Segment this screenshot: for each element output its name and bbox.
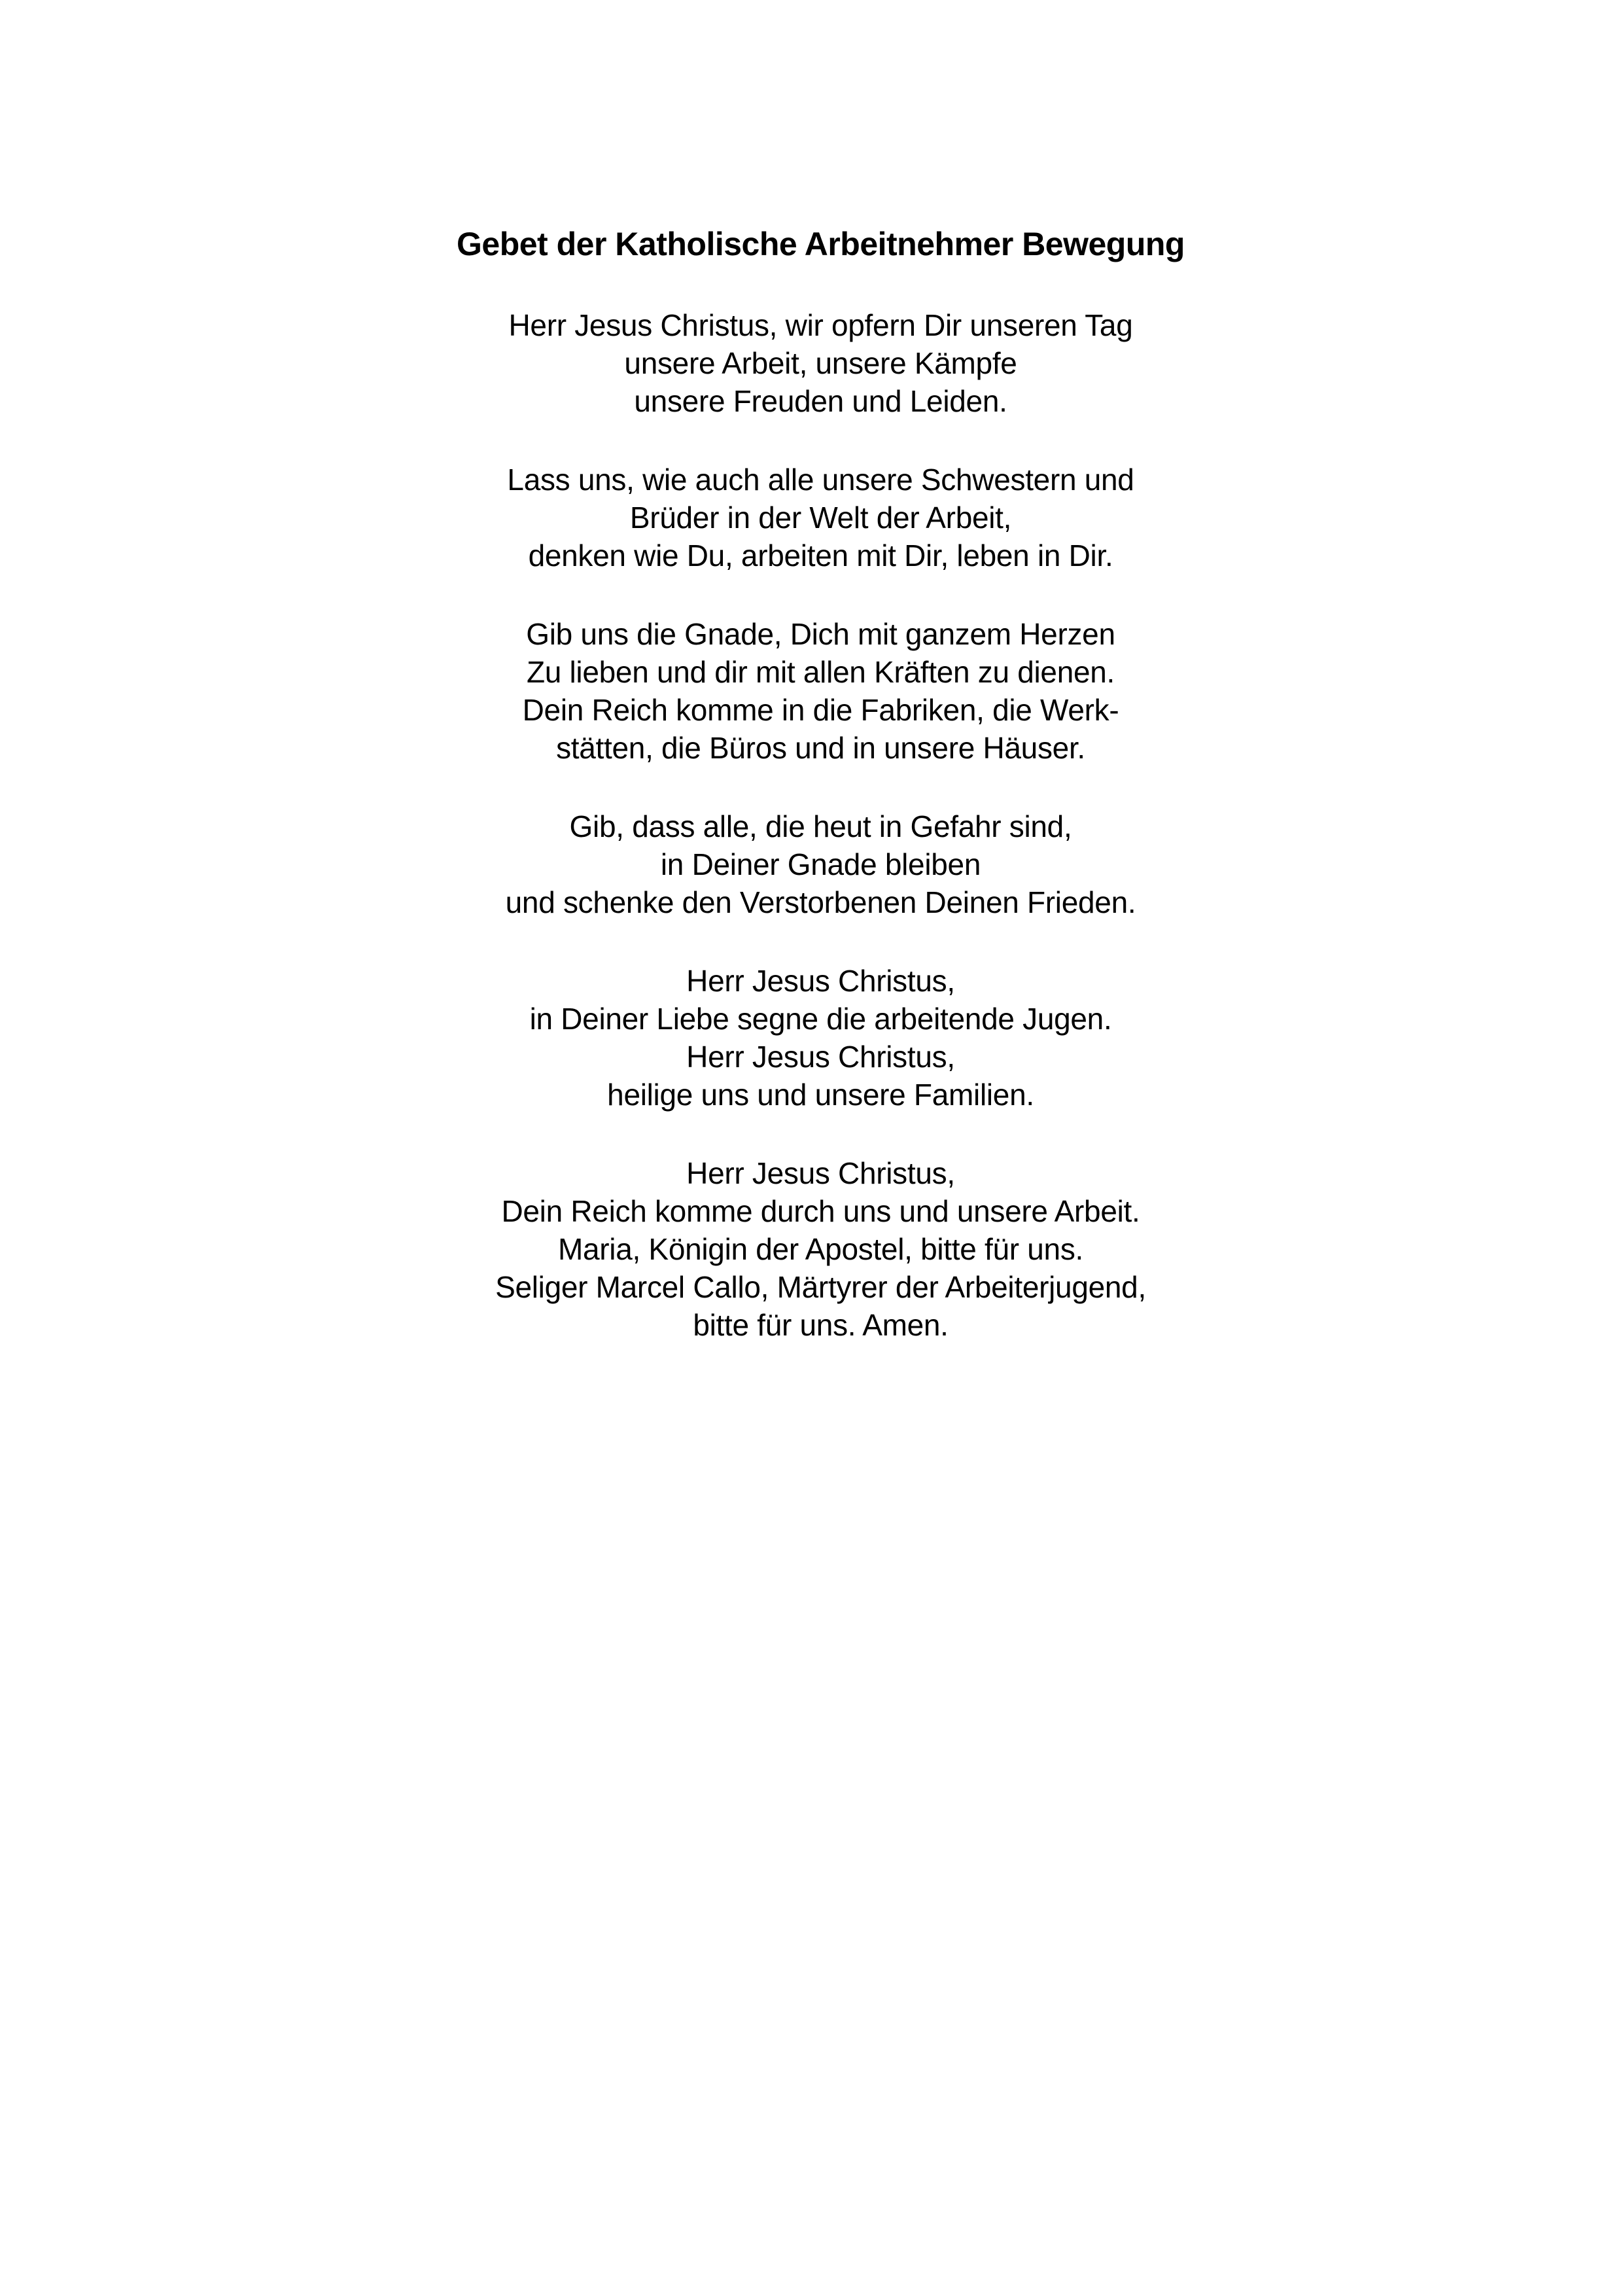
stanza-5 [9, 962, 1623, 1114]
stanza-4 [9, 807, 1623, 921]
stanza-2 [9, 461, 1623, 574]
prayer-line: Herr Jesus Christus, [686, 964, 955, 998]
stanza-3 [9, 615, 1623, 767]
document-title: Gebet der Katholische Arbeitnehmer Bewegung [457, 226, 1185, 262]
stanza-6 [9, 1154, 1623, 1344]
prayer-line: unsere Arbeit, unsere Kämpfe [624, 346, 1017, 380]
prayer-line: denken wie Du, arbeiten mit Dir, leben in Dir. [528, 539, 1113, 573]
prayer-line: Herr Jesus Christus, [686, 1156, 955, 1190]
prayer-line: Lass uns, wie auch alle unsere Schwestern und [507, 463, 1134, 497]
prayer-line: Brüder in der Welt der Arbeit, [629, 501, 1012, 535]
prayer-line: Gib, dass alle, die heut in Gefahr sind, [569, 809, 1072, 843]
prayer-line: Gib uns die Gnade, Dich mit ganzem Herzen [526, 617, 1115, 651]
prayer-line: Herr Jesus Christus, [686, 1040, 955, 1074]
prayer-line: heilige uns und unsere Familien. [607, 1078, 1034, 1112]
prayer-line: Zu lieben und dir mit allen Kräften zu dienen. [526, 655, 1115, 689]
prayer-line: Maria, Königin der Apostel, bitte für uns. [557, 1232, 1084, 1266]
prayer-line: bitte für uns. Amen. [693, 1308, 949, 1342]
prayer-line: Dein Reich komme in die Fabriken, die Werk- [522, 693, 1119, 727]
prayer-line: Herr Jesus Christus, wir opfern Dir unseren Tag [508, 308, 1133, 342]
stanza-1 [9, 306, 1623, 420]
prayer-text-block [9, 222, 1623, 1385]
prayer-line: Seliger Marcel Callo, Märtyrer der Arbeiterjugend, [495, 1270, 1146, 1304]
prayer-line: in Deiner Liebe segne die arbeitende Jugen. [529, 1002, 1112, 1036]
prayer-line: und schenke den Verstorbenen Deinen Frieden. [505, 885, 1136, 919]
prayer-line: Dein Reich komme durch uns und unsere Arbeit. [501, 1194, 1140, 1228]
prayer-line: in Deiner Gnade bleiben [660, 847, 981, 881]
prayer-line: stätten, die Büros und in unsere Häuser. [556, 731, 1085, 765]
prayer-line: unsere Freuden und Leiden. [634, 384, 1007, 418]
